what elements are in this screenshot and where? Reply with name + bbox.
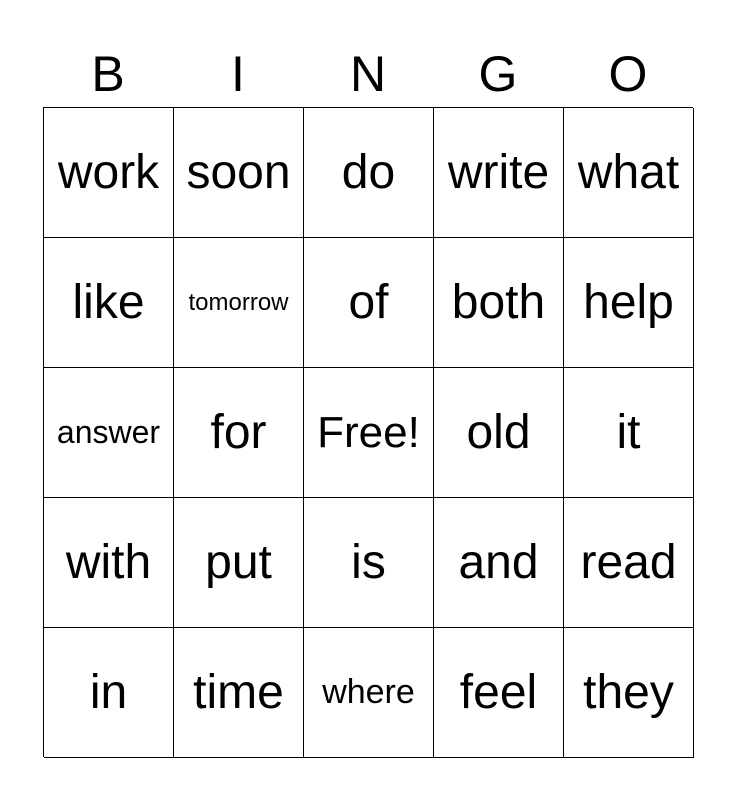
bingo-cell[interactable]: for [174,368,304,498]
header-letter-g: G [478,46,518,102]
bingo-cell[interactable]: old [434,368,564,498]
bingo-cell[interactable]: soon [174,108,304,238]
bingo-cell[interactable]: both [434,238,564,368]
bingo-cell[interactable]: time [174,628,304,758]
header-letter-i: I [231,46,245,102]
bingo-cell[interactable]: help [564,238,694,368]
bingo-cell[interactable]: with [44,498,174,628]
bingo-cell[interactable]: it [564,368,694,498]
bingo-cell[interactable]: work [44,108,174,238]
bingo-cell[interactable]: do [304,108,434,238]
bingo-cell[interactable]: is [304,498,434,628]
free-space-cell[interactable]: Free! [304,368,434,498]
bingo-board [43,107,693,757]
bingo-cell[interactable]: they [564,628,694,758]
bingo-cell[interactable]: where [304,628,434,758]
bingo-cell[interactable]: tomorrow [174,238,304,368]
bingo-cell[interactable]: answer [44,368,174,498]
bingo-cell[interactable]: put [174,498,304,628]
bingo-cell[interactable]: read [564,498,694,628]
bingo-cell[interactable]: what [564,108,694,238]
bingo-cell[interactable]: feel [434,628,564,758]
bingo-header [43,40,693,108]
header-letter-b: B [91,46,125,102]
bingo-cell[interactable]: in [44,628,174,758]
header-letter-o: O [608,46,648,102]
header-letter-n: N [349,46,387,102]
bingo-cell[interactable]: of [304,238,434,368]
bingo-cell[interactable]: write [434,108,564,238]
bingo-cell[interactable]: like [44,238,174,368]
bingo-cell[interactable]: and [434,498,564,628]
